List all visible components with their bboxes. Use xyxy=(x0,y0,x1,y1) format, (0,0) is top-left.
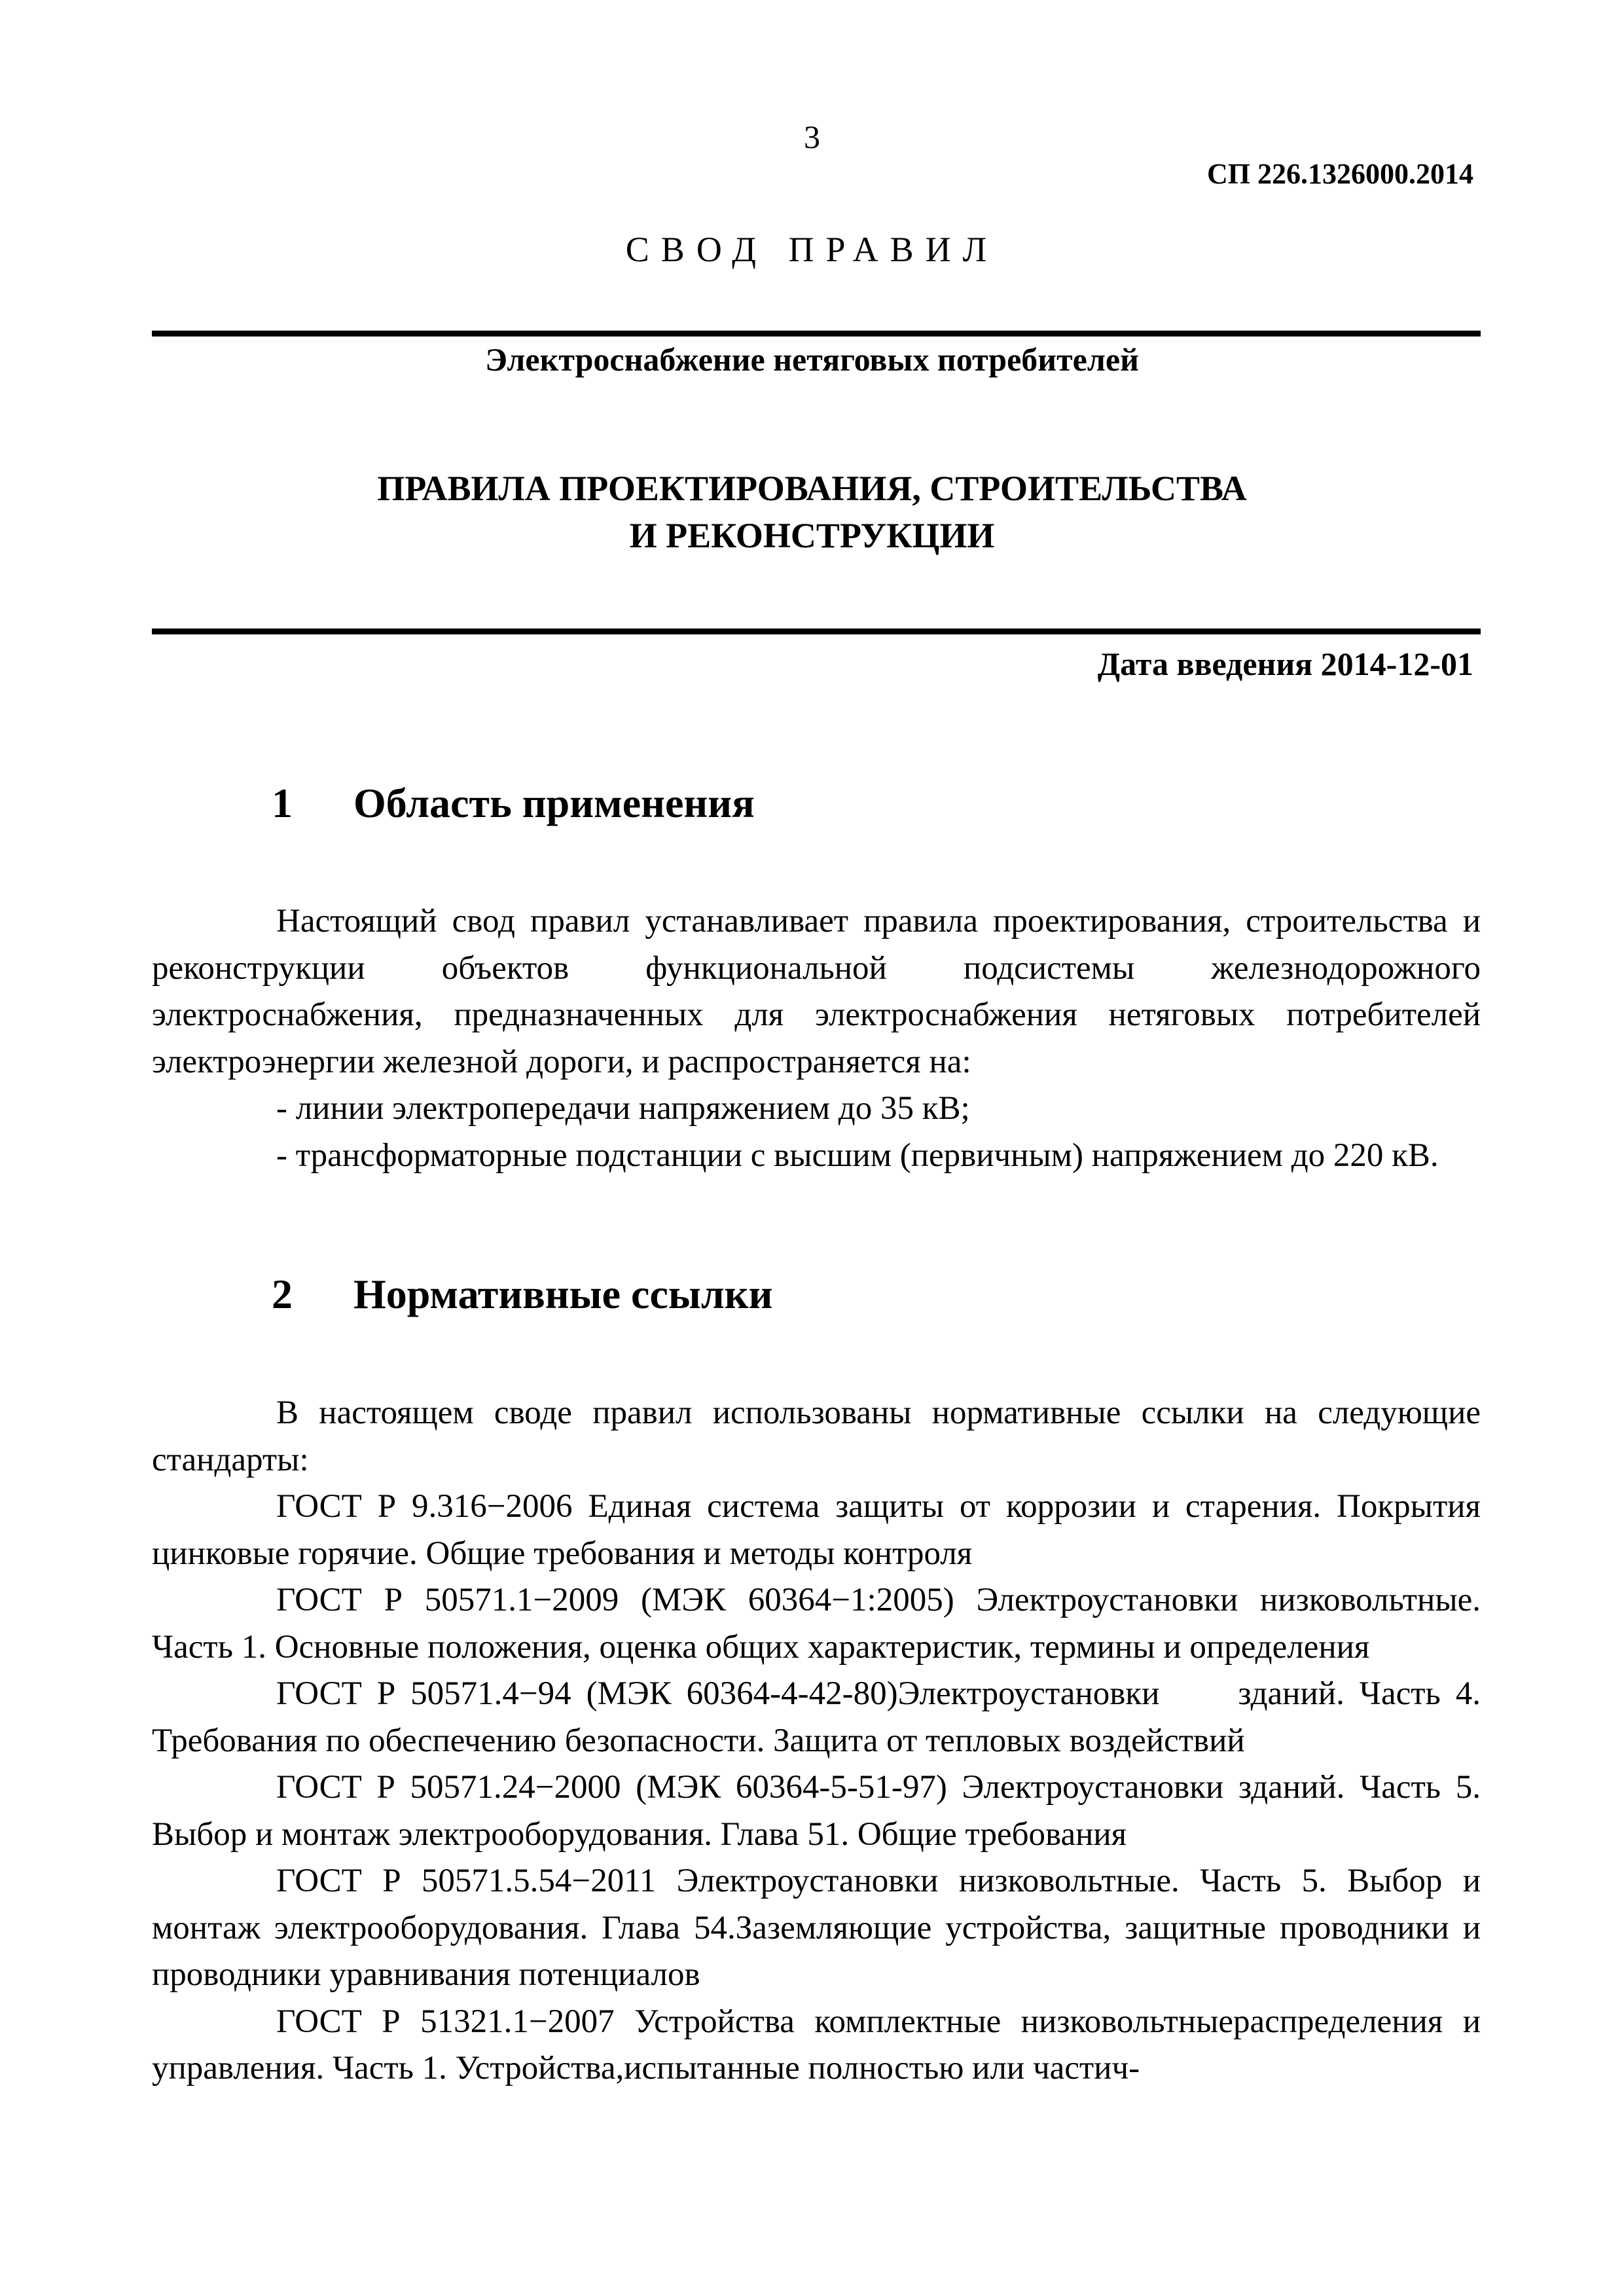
reference-item: ГОСТ Р 51321.1−2007 Устройства комплектные низковольтныераспределения и управления. Часть 1. Устройства,испытанные полностью или частич- xyxy=(152,2003,1481,2086)
document-code: СП 226.1326000.2014 xyxy=(1207,158,1473,190)
section-2-title: Нормативные ссылки xyxy=(353,1271,773,1317)
scope-paragraph: Настоящий свод правил устанавливает правила проектирования, строительства и реконструкции объектов функциональной подсистемы железнодорожного электроснабжения, предназначенных для электроснабжения нетяговых потребителей электроэнергии железной дороги, и распространяется на: xyxy=(152,903,1481,1080)
top-rule xyxy=(152,331,1481,337)
references-intro: В настоящем своде правил использованы нормативные ссылки на следующие стандарты: xyxy=(152,1394,1481,1478)
reference-item: ГОСТ Р 50571.1−2009 (МЭК 60364−1:2005) Электроустановки низковольтные. Часть 1. Основные положения, оценка общих характеристик, термины и определения xyxy=(152,1582,1481,1666)
reference-item: ГОСТ Р 50571.5.54−2011 Электроустановки низковольтные. Часть 5. Выбор и монтаж электрооборудования. Глава 54.Заземляющие устройства, защитные проводники и проводники уравнивания потенциалов xyxy=(152,1863,1481,1993)
section-2-body xyxy=(152,1390,1481,2092)
reference-item-rest: зданий. Часть 4. Требования по обеспечению безопасности. Защита от тепловых воздействий xyxy=(152,1675,1481,1759)
reference-item xyxy=(152,1671,1481,1764)
reference-item: ГОСТ Р 9.316−2006 Единая система защиты от коррозии и старения. Покрытия цинковые горячие. Общие требования и методы контроля xyxy=(152,1488,1481,1572)
scope-item-1: - линии электропередачи напряжением до 35 кВ; xyxy=(276,1090,970,1127)
title-line-1: ПРАВИЛА ПРОЕКТИРОВАНИЯ, СТРОИТЕЛЬСТВА xyxy=(377,469,1247,508)
introduction-date: Дата введения 2014-12-01 xyxy=(1097,646,1473,682)
section-1-title: Область применения xyxy=(353,780,755,826)
document-subject: Электроснабжение нетяговых потребителей xyxy=(485,341,1139,378)
section-1-body xyxy=(152,898,1481,1179)
page-number: 3 xyxy=(804,118,820,155)
document-type: СВОД ПРАВИЛ xyxy=(625,230,999,269)
document-title xyxy=(0,465,1624,559)
reference-item-lead: ГОСТ Р 50571.4−94 (МЭК 60364-4-42-80)Электроустановки xyxy=(276,1675,1160,1712)
scope-item-2: - трансформаторные подстанции с высшим (первичным) напряжением до 220 кВ. xyxy=(276,1137,1439,1174)
reference-item: ГОСТ Р 50571.24−2000 (МЭК 60364-5-51-97) Электроустановки зданий. Часть 5. Выбор и монтаж электрооборудования. Глава 51. Общие требования xyxy=(152,1769,1481,1853)
section-2-heading xyxy=(272,1270,772,1319)
section-1-number: 1 xyxy=(272,780,293,826)
section-2-number: 2 xyxy=(272,1271,293,1317)
bottom-rule xyxy=(152,629,1481,634)
title-line-2: И РЕКОНСТРУКЦИИ xyxy=(629,516,995,555)
section-1-heading xyxy=(272,779,755,828)
